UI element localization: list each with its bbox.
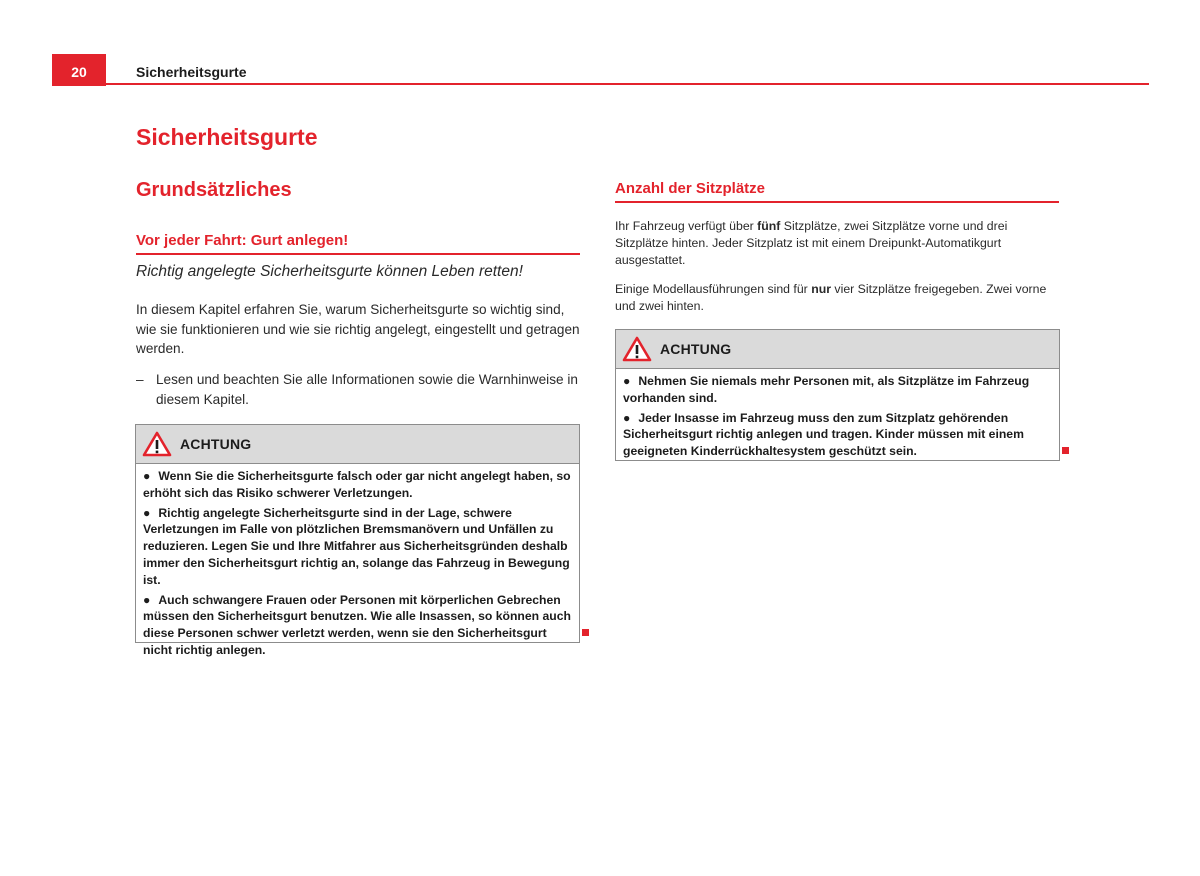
- warning-item-text: Wenn Sie die Sicherheitsgurte falsch oder gar nicht angelegt haben, so erhöht sich das Risiko schwerer Verletzungen.: [143, 469, 571, 500]
- warning-header: [136, 425, 579, 464]
- subsection-heading: Vor jeder Fahrt: Gurt anlegen!: [136, 232, 580, 255]
- instruction-item: [136, 370, 580, 409]
- warning-item: [623, 373, 1051, 407]
- instruction-text: Lesen und beachten Sie alle Informationen sowie die Warnhinweise in diesem Kapitel.: [156, 372, 578, 407]
- seating-paragraph: [615, 218, 1059, 268]
- lead-text: Richtig angelegte Sicherheitsgurte können Leben retten!: [136, 263, 523, 280]
- chapter-title: Sicherheitsgurte: [136, 124, 318, 150]
- dash-marker: –: [136, 372, 144, 387]
- warning-item: [623, 410, 1051, 460]
- warning-label: ACHTUNG: [180, 436, 252, 452]
- bullet-marker: ●: [143, 505, 151, 520]
- warning-item-text: Jeder Insasse im Fahrzeug muss den zum Sitzplatz gehörenden Sicherheitsgurt richtig anlegen und tragen. Kinder müssen mit einem geeigneten Kinderrückhaltesystem geschützt sein.: [623, 410, 1024, 459]
- warning-item-text: Auch schwangere Frauen oder Personen mit körperlichen Gebrechen müssen den Sicherheitsgurt benutzen. Wie alle Insassen, so können auch diese Personen schwer verletzt werden, wenn sie den Sicherheitsgurt nicht richtig anlegen.: [143, 592, 571, 657]
- end-of-section-marker: [582, 629, 589, 636]
- warning-label: ACHTUNG: [660, 341, 732, 357]
- section-title: Grundsätzliches: [136, 179, 292, 201]
- text-run: Sitzplätze, zwei Sitzplätze vorne und drei Sitzplätze hinten. Jeder Sitzplatz ist mit einem Dreipunkt-Automatikgurt ausgestattet.: [615, 219, 1008, 267]
- bullet-marker: ●: [143, 592, 151, 607]
- warning-triangle-icon: [622, 336, 652, 362]
- end-of-section-marker: [1062, 447, 1069, 454]
- header-divider: [52, 83, 1149, 85]
- bullet-marker: ●: [143, 469, 151, 483]
- emphasis-text: fünf: [757, 219, 781, 233]
- warning-header: [616, 330, 1059, 369]
- bullet-marker: ●: [623, 374, 631, 388]
- warning-box: [615, 329, 1060, 461]
- warning-item-text: Nehmen Sie niemals mehr Personen mit, als Sitzplätze im Fahrzeug vorhanden sind.: [623, 374, 1030, 405]
- page-number: 20: [52, 54, 106, 86]
- warning-item: [143, 592, 571, 659]
- subsection-heading: Anzahl der Sitzplätze: [615, 180, 1059, 203]
- warning-triangle-icon: [142, 431, 172, 457]
- text-run: Ihr Fahrzeug verfügt über: [615, 219, 758, 233]
- intro-paragraph: In diesem Kapitel erfahren Sie, warum Sicherheitsgurte so wichtig sind, wie sie funktionieren und wie sie richtig angelegt, eingestellt und getragen werden.: [136, 302, 580, 356]
- warning-body: [616, 369, 1059, 460]
- warning-item-text: Richtig angelegte Sicherheitsgurte sind in der Lage, schwere Verletzungen im Falle von plötzlichen Bremsmanövern und Unfällen zu reduzieren. Legen Sie und Ihre Mitfahrer aus Sicherheitsgründen deshalb immer den Sicherheitsgurt richtig an, solange das Fahrzeug in Bewegung ist.: [143, 505, 570, 587]
- warning-body: [136, 464, 579, 659]
- emphasis-text: nur: [811, 282, 832, 296]
- warning-item: [143, 468, 571, 502]
- text-run: vier Sitzplätze freigegeben. Zwei vorne und zwei hinten.: [615, 282, 1047, 313]
- text-run: Einige Modellausführungen sind für: [615, 282, 812, 296]
- bullet-marker: ●: [623, 410, 631, 425]
- model-variant-paragraph: [615, 281, 1059, 315]
- warning-box: [135, 424, 580, 657]
- running-header-title: Sicherheitsgurte: [136, 64, 247, 80]
- warning-item: [143, 505, 571, 589]
